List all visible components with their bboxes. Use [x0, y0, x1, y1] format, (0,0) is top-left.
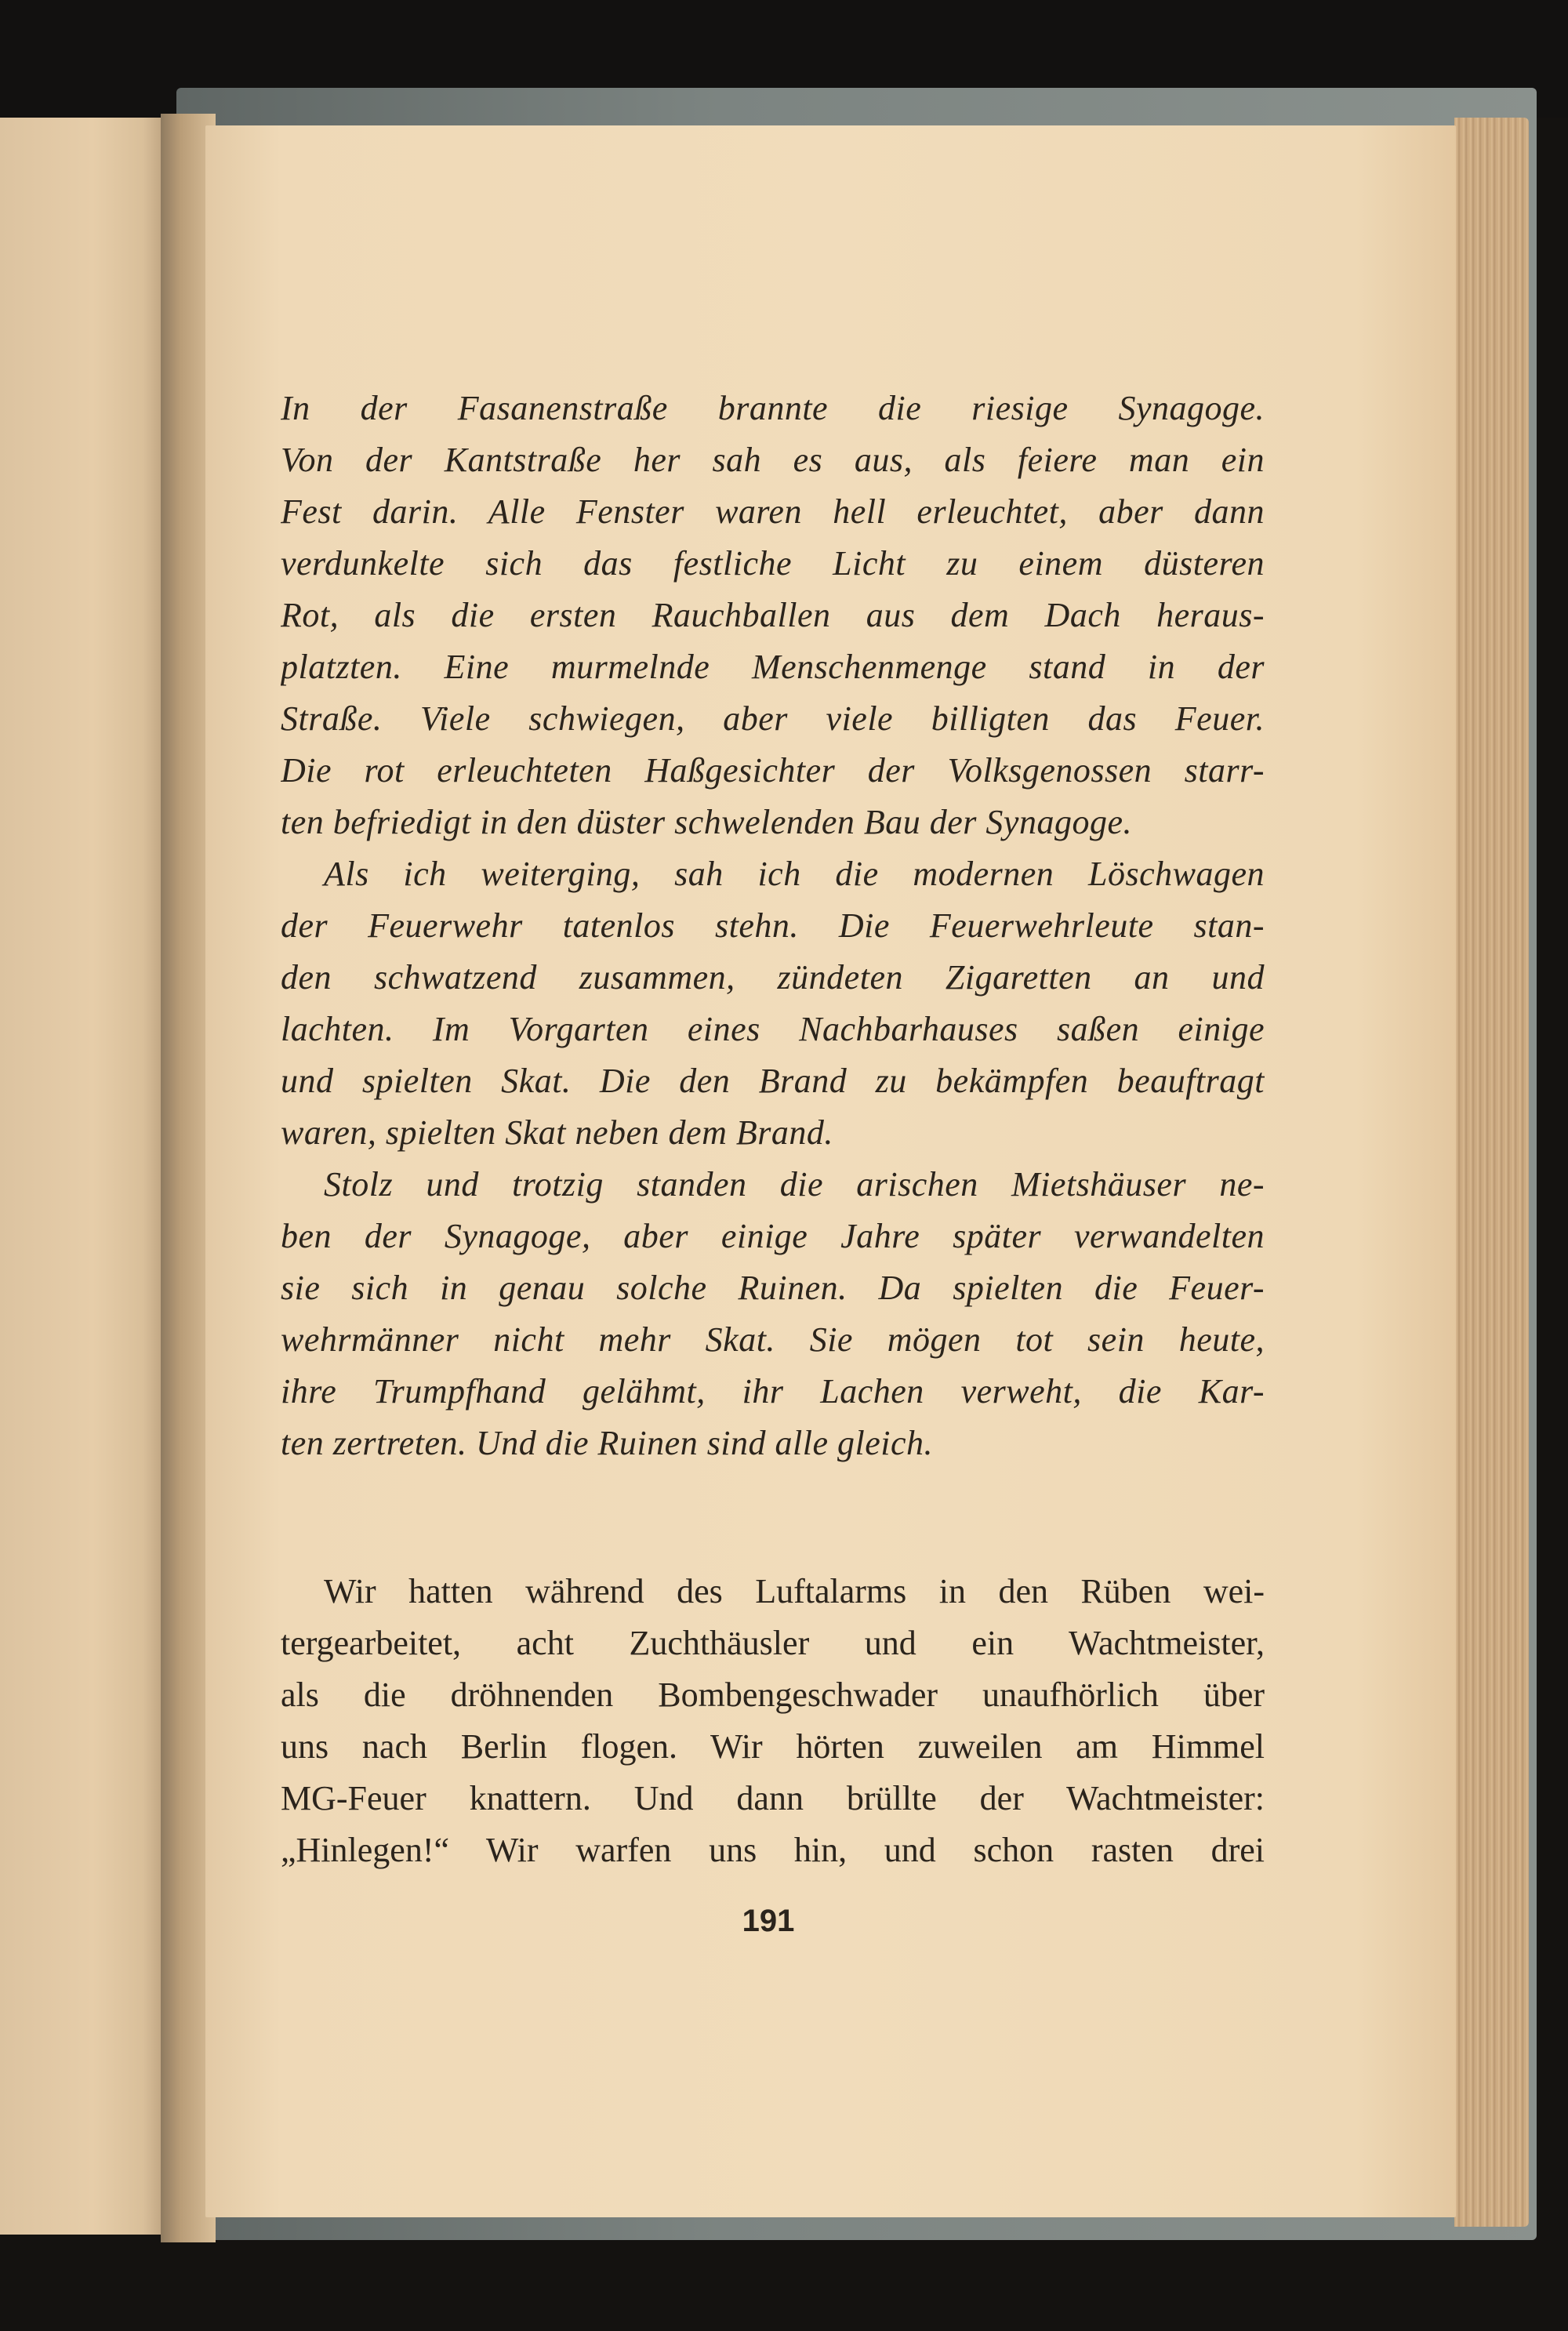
text-line: ihre Trumpfhand gelähmt, ihr Lachen verweht, die Kar-	[281, 1372, 1265, 1411]
text-line: sie sich in genau solche Ruinen. Da spielten die Feuer-	[281, 1269, 1265, 1307]
page-edges	[1454, 118, 1529, 2227]
text-line: verdunkelte sich das festliche Licht zu einem düsteren	[281, 544, 1265, 583]
text-line: Stolz und trotzig standen die arischen Mietshäuser ne-	[324, 1165, 1265, 1204]
text-line: waren, spielten Skat neben dem Brand.	[281, 1113, 833, 1152]
left-page	[0, 118, 169, 2235]
text-line: Wir hatten während des Luftalarms in den Rüben wei-	[324, 1572, 1265, 1610]
italic-passage	[281, 383, 1265, 1469]
text-line: ten befriedigt in den düster schwelenden Bau der Synagoge.	[281, 803, 1132, 841]
text-line: „Hinlegen!“ Wir warfen uns hin, und schon rasten drei	[281, 1831, 1265, 1869]
text-line: In der Fasanenstraße brannte die riesige Synagoge.	[281, 389, 1265, 427]
text-line: als die dröhnenden Bombengeschwader unaufhörlich über	[281, 1676, 1265, 1714]
text-line: Straße. Viele schwiegen, aber viele billigten das Feuer.	[281, 699, 1265, 738]
page-number: 191	[742, 1904, 795, 1938]
text-line: tergearbeitet, acht Zuchthäusler und ein Wachtmeister,	[281, 1624, 1265, 1662]
text-line: ten zertreten. Und die Ruinen sind alle gleich.	[281, 1424, 934, 1462]
text-line: uns nach Berlin flogen. Wir hörten zuweilen am Himmel	[281, 1727, 1265, 1766]
text-line: Als ich weiterging, sah ich die modernen Löschwagen	[324, 855, 1265, 893]
text-line: MG-Feuer knattern. Und dann brüllte der Wachtmeister:	[281, 1779, 1265, 1817]
text-line: der Feuerwehr tatenlos stehn. Die Feuerwehrleute stan-	[281, 906, 1265, 945]
text-line: platzten. Eine murmelnde Menschenmenge stand in der	[281, 648, 1265, 686]
text-line: ben der Synagoge, aber einige Jahre später verwandelten	[281, 1217, 1265, 1255]
text-line: Fest darin. Alle Fenster waren hell erleuchtet, aber dann	[281, 492, 1265, 531]
text-line: wehrmänner nicht mehr Skat. Sie mögen tot sein heute,	[281, 1320, 1265, 1359]
text-line: lachten. Im Vorgarten eines Nachbarhauses saßen einige	[281, 1010, 1265, 1048]
text-line: Von der Kantstraße her sah es aus, als feiere man ein	[281, 441, 1265, 479]
text-line: Die rot erleuchteten Haßgesichter der Volksgenossen starr-	[281, 751, 1265, 790]
text-line: Rot, als die ersten Rauchballen aus dem Dach heraus-	[281, 596, 1265, 634]
text-line: und spielten Skat. Die den Brand zu bekämpfen beauftragt	[281, 1062, 1265, 1100]
roman-passage	[281, 1566, 1265, 1876]
text-line: den schwatzend zusammen, zündeten Zigaretten an und	[281, 958, 1265, 997]
